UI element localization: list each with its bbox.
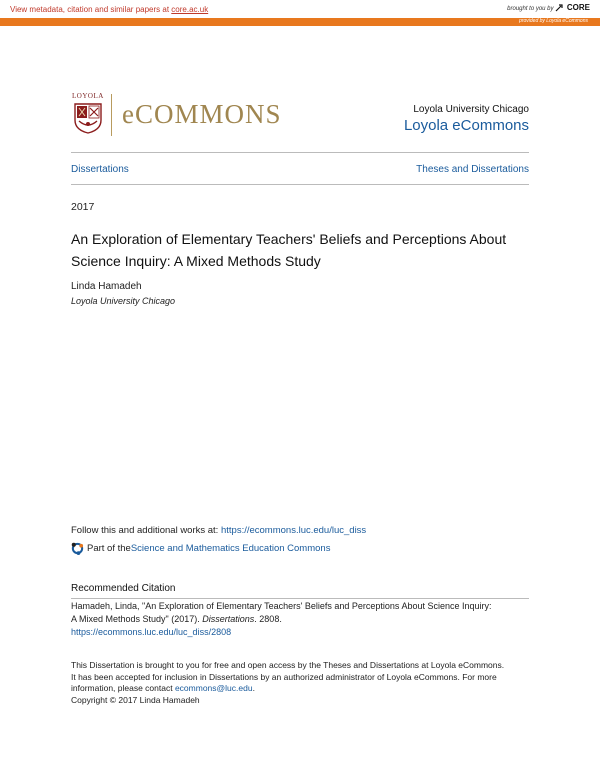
copyright-line: Copyright © 2017 Linda Hamadeh bbox=[71, 694, 200, 705]
loyola-wordmark: LOYOLA bbox=[72, 92, 104, 100]
brought-by-text: brought to you by bbox=[507, 6, 554, 12]
notice-line-2: It has been accepted for inclusion in Dissertations by an authorized administrator of Loyola eCommons. For more bbox=[71, 671, 497, 682]
ecommons-wordmark: eCOMMONS bbox=[122, 99, 282, 129]
collection-link-theses[interactable]: Theses and Dissertations bbox=[416, 164, 529, 175]
provider-bar bbox=[0, 18, 600, 26]
citation-series: Dissertations bbox=[202, 614, 255, 624]
collection-link-dissertations[interactable]: Dissertations bbox=[71, 164, 129, 175]
part-of-prefix: Part of the bbox=[87, 543, 131, 554]
follow-link[interactable]: https://ecommons.luc.edu/luc_diss bbox=[220, 525, 367, 536]
loyola-crest-icon bbox=[73, 102, 103, 134]
divider-top bbox=[71, 152, 529, 153]
follow-prefix: Follow this and additional works at: bbox=[71, 525, 221, 536]
follow-line bbox=[71, 525, 366, 536]
core-link[interactable]: core.ac.uk bbox=[171, 5, 209, 14]
brought-by bbox=[507, 3, 590, 12]
notice-line-3 bbox=[71, 683, 531, 695]
paper-title: An Exploration of Elementary Teachers' Beliefs and Perceptions About Science Inquiry: A Mixed Methods Study bbox=[71, 231, 507, 269]
university-name: Loyola University Chicago bbox=[413, 104, 529, 115]
institution-block bbox=[404, 104, 529, 134]
citation-heading: Recommended Citation bbox=[71, 583, 176, 594]
author-name: Linda Hamadeh bbox=[71, 281, 142, 292]
citation-line-2 bbox=[71, 613, 531, 626]
citation-line-2a: A Mixed Methods Study" (2017). bbox=[71, 614, 203, 624]
author-affiliation: Loyola University Chicago bbox=[71, 296, 176, 306]
core-top-bar bbox=[0, 0, 600, 19]
notice-line-3-prefix: information, please contact bbox=[71, 683, 175, 693]
core-arrow-icon bbox=[555, 4, 565, 12]
commons-link[interactable]: Science and Mathematics Education Commons bbox=[130, 543, 331, 554]
notice-line-1: This Dissertation is brought to you for free and open access by the Theses and Dissertations at Loyola eCommons. bbox=[71, 660, 505, 670]
divider-collections bbox=[71, 184, 529, 185]
ecommons-logo[interactable] bbox=[72, 92, 282, 140]
metadata-notice bbox=[10, 5, 208, 14]
divider-citation bbox=[71, 598, 529, 599]
citation-line-2c: . 2808. bbox=[254, 614, 282, 624]
citation-url[interactable]: https://ecommons.luc.edu/luc_diss/2808 bbox=[71, 627, 232, 637]
logo-divider bbox=[111, 94, 112, 136]
core-logo-text[interactable]: CORE bbox=[566, 3, 590, 12]
citation-body bbox=[71, 600, 531, 639]
network-icon bbox=[71, 542, 84, 555]
access-notice bbox=[71, 660, 531, 706]
contact-email-link[interactable]: ecommons@luc.edu bbox=[174, 683, 253, 693]
metadata-notice-text: View metadata, citation and similar papers at bbox=[10, 5, 172, 14]
repository-link[interactable]: Loyola eCommons bbox=[403, 117, 529, 134]
citation-line-1: Hamadeh, Linda, "An Exploration of Elementary Teachers' Beliefs and Perceptions About Science Inquiry: bbox=[71, 601, 492, 611]
provided-by-text: provided by Loyola eCommons bbox=[519, 18, 588, 24]
publication-year: 2017 bbox=[71, 201, 95, 213]
notice-line-3-suffix: . bbox=[252, 683, 255, 693]
part-of-line bbox=[71, 542, 330, 555]
